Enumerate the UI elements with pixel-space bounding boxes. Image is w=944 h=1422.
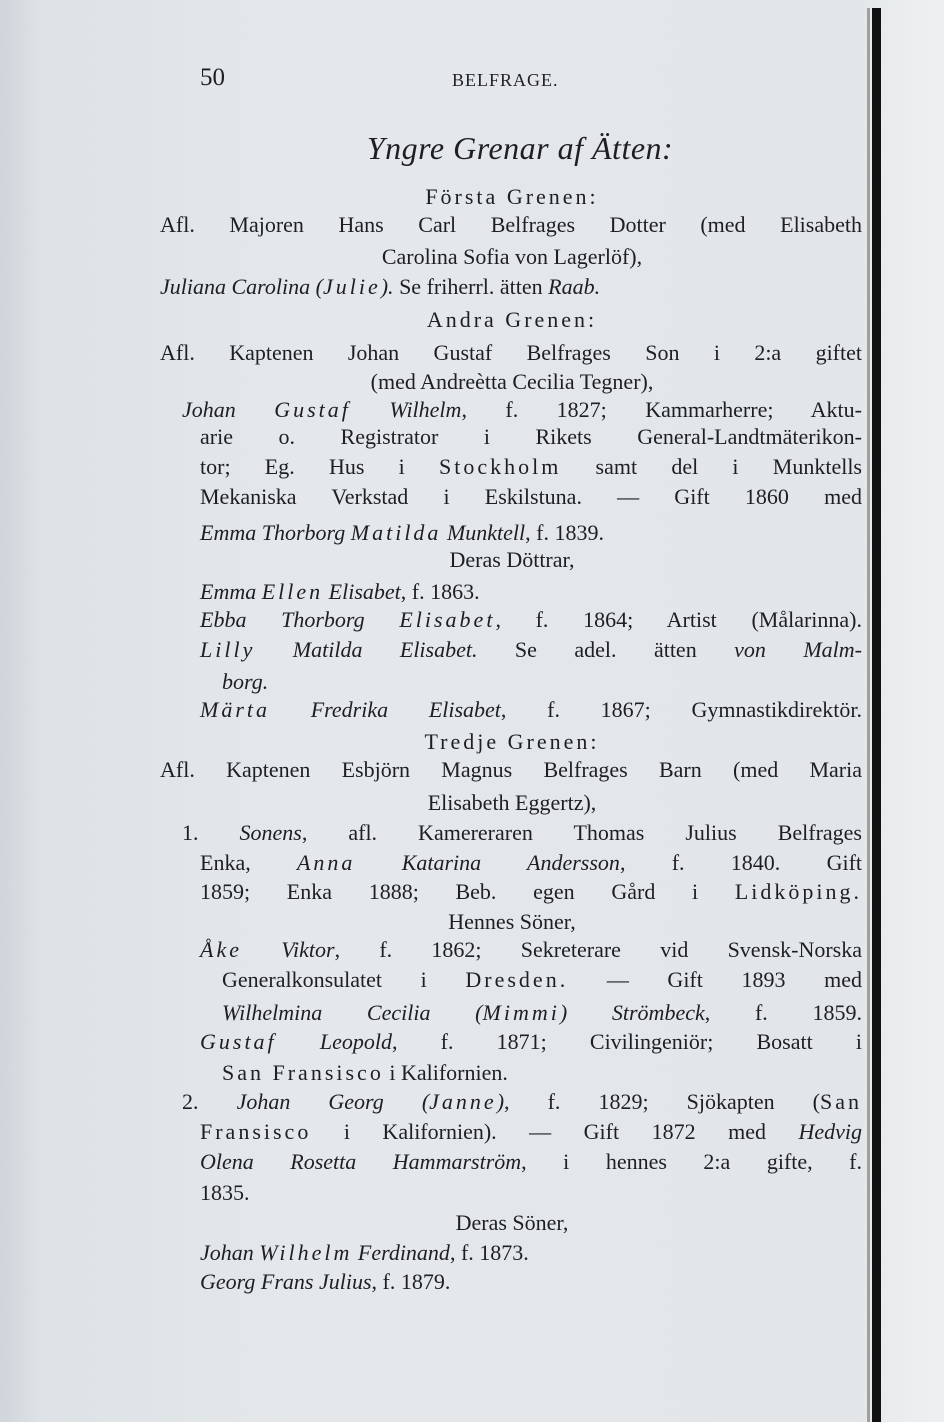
text-line <box>200 606 862 634</box>
italic-name-text: Hedvig <box>798 1119 862 1144</box>
text-run: , f. 1871; Civilingeniör; Bosatt i <box>391 1029 862 1054</box>
text-line <box>200 696 862 724</box>
text-line <box>162 1209 862 1237</box>
italic-name-text: Ebba Thorborg <box>200 607 400 632</box>
italic-name-text: Munktell <box>441 520 526 545</box>
text-run: Deras Döttrar, <box>449 547 575 572</box>
text-line <box>200 878 862 906</box>
text-line <box>200 1148 862 1176</box>
text-line <box>160 339 862 367</box>
text-line <box>162 183 862 211</box>
text-run: Se adel. ätten <box>477 637 735 662</box>
text-run: Dresden. <box>465 967 569 992</box>
italic-name-text: Wilhelm <box>259 1240 353 1265</box>
text-run: San <box>820 1089 862 1114</box>
italic-name-text: Emma Thorborg <box>200 520 351 545</box>
text-line <box>162 306 862 334</box>
italic-name-text: Mimmi <box>482 1000 560 1025</box>
italic-name-text: Katarina Andersson <box>355 850 620 875</box>
text-line <box>200 936 862 964</box>
text-run: i Kalifornien). — Gift 1872 med <box>311 1119 799 1144</box>
italic-name-text: Wilhelm <box>350 397 462 422</box>
text-line <box>162 789 862 817</box>
italic-name-text: Märta <box>200 697 270 722</box>
italic-name-text: borg. <box>222 669 269 694</box>
text-run: Afl. Kaptenen Johan Gustaf Belfrages Son i 2:a giftet <box>160 340 862 365</box>
italic-name-text: Julie <box>322 274 381 299</box>
text-run: Tredje Grenen: <box>424 729 600 754</box>
italic-name-text: Janne <box>429 1089 497 1114</box>
italic-name-text: Johan <box>182 397 275 422</box>
italic-name-text: Viktor <box>241 937 335 962</box>
italic-name-text: Anna <box>296 850 356 875</box>
text-line <box>200 519 604 547</box>
text-run: Fransisco <box>200 1119 312 1144</box>
text-run: arie o. Registrator i Rikets General-Landtmäterikon- <box>200 424 862 449</box>
text-run: 1. <box>182 820 240 845</box>
text-run: Se friherrl. ätten <box>393 274 549 299</box>
italic-name-text: Gustaf <box>274 397 351 422</box>
text-line <box>160 756 862 784</box>
text-line <box>222 966 862 994</box>
text-line <box>160 211 862 239</box>
italic-name-text: Wilhelmina Cecilia ( <box>222 1000 483 1025</box>
text-run: , f. 1873. <box>449 1240 529 1265</box>
italic-name-text: Sonens <box>239 820 302 845</box>
text-run: 1859; Enka 1888; Beb. egen Gård i <box>200 879 735 904</box>
text-line <box>182 819 862 847</box>
running-head: BELFRAGE. <box>452 70 559 90</box>
text-line <box>222 999 862 1027</box>
text-run: 1835. <box>200 1180 250 1205</box>
italic-name-text: Elisabet <box>323 579 401 604</box>
text-run: 2. <box>182 1089 237 1114</box>
italic-name-text: ) Strömbeck <box>559 1000 705 1025</box>
text-line <box>162 546 862 574</box>
text-line <box>162 243 862 271</box>
italic-name-text: Fredrika Elisabet <box>270 697 501 722</box>
text-run: samt del i Munktells <box>561 454 862 479</box>
italic-name-text: Gustaf <box>200 1029 277 1054</box>
text-run: , f. 1867; Gymnastikdirektör. <box>500 697 862 722</box>
italic-name-text: von Malm- <box>734 637 862 662</box>
text-line <box>200 636 862 664</box>
text-run: , i hennes 2:a gifte, f. <box>521 1149 862 1174</box>
italic-name-text: Raab. <box>548 274 601 299</box>
text-run: , f. 1839. <box>525 520 604 545</box>
page-number: 50 <box>200 64 225 91</box>
text-run: Första Grenen: <box>425 184 599 209</box>
text-line <box>200 453 862 481</box>
italic-name-text: Matilda Elisabet. <box>255 637 478 662</box>
text-line <box>200 849 862 877</box>
text-run: Enka, <box>200 850 297 875</box>
italic-name-text: Ferdinand <box>352 1240 450 1265</box>
text-line <box>222 668 268 696</box>
italic-name-text: Lilly <box>200 637 256 662</box>
text-line <box>200 1118 862 1146</box>
text-run: Andra Grenen: <box>426 307 598 332</box>
text-line <box>200 1179 250 1207</box>
text-line <box>200 483 862 511</box>
italic-name-text: Matilda <box>350 520 442 545</box>
italic-name-text: Georg Frans Julius <box>200 1269 372 1294</box>
italic-name-text: Johan Georg ( <box>236 1089 430 1114</box>
text-run: i Kalifornien. <box>383 1060 508 1085</box>
italic-name-text: Leopold <box>276 1029 392 1054</box>
text-run: Generalkonsulatet i <box>222 967 466 992</box>
text-run: Lidköping. <box>734 879 862 904</box>
text-line <box>200 423 862 451</box>
text-run: Hennes Söner, <box>448 909 576 934</box>
page-gutter-shadow <box>867 8 870 1422</box>
text-run: Afl. Kaptenen Esbjörn Magnus Belfrages Barn (med Maria <box>160 757 862 782</box>
italic-name-text: Elisabet <box>399 607 496 632</box>
text-line <box>200 1239 529 1267</box>
italic-name-text: ). <box>380 274 394 299</box>
text-line <box>200 1268 450 1296</box>
section-title: Yngre Grenar af Ätten: <box>366 130 674 166</box>
text-line <box>162 728 862 756</box>
text-line <box>182 1088 862 1116</box>
text-run: Mekaniska Verkstad i Eskilstuna. — Gift 1860 med <box>200 484 862 509</box>
text-run: , f. 1863. <box>400 579 480 604</box>
italic-name-text: Juliana Carolina ( <box>160 274 323 299</box>
page-edge <box>872 8 881 1422</box>
text-line <box>182 396 862 424</box>
italic-name-text: Johan <box>200 1240 260 1265</box>
text-line <box>200 1028 862 1056</box>
text-line <box>160 273 600 301</box>
italic-name-text: Ellen <box>261 579 324 604</box>
text-run: , f. 1862; Sekreterare vid Svensk-Norska <box>334 937 862 962</box>
text-run: San Fransisco <box>222 1060 384 1085</box>
text-run: Elisabeth Eggertz), <box>427 790 597 815</box>
text-run: — Gift 1893 med <box>568 967 862 992</box>
text-run: tor; Eg. Hus i <box>200 454 439 479</box>
italic-name-text: Olena Rosetta Hammarström <box>200 1149 522 1174</box>
text-run: , f. 1829; Sjökapten ( <box>504 1089 820 1114</box>
text-run: , f. 1879. <box>371 1269 451 1294</box>
text-run: Stockholm <box>438 454 562 479</box>
text-line <box>162 908 862 936</box>
italic-name-text: Emma <box>200 579 262 604</box>
text-run: , f. 1859. <box>704 1000 863 1025</box>
text-run: , f. 1827; Kammarherre; Aktu- <box>461 397 862 422</box>
text-line <box>222 1059 508 1087</box>
italic-name-text: ) <box>496 1089 505 1114</box>
text-line <box>200 578 480 606</box>
text-run: , afl. Kamereraren Thomas Julius Belfrages <box>301 820 862 845</box>
text-run: , f. 1864; Artist (Målarinna). <box>495 607 862 632</box>
text-run: , f. 1840. Gift <box>619 850 863 875</box>
text-run: Carolina Sofia von Lagerlöf), <box>381 244 643 269</box>
text-run: (med Andreètta Cecilia Tegner), <box>370 369 654 394</box>
italic-name-text: Åke <box>200 937 242 962</box>
text-line <box>162 368 862 396</box>
text-run: Afl. Majoren Hans Carl Belfrages Dotter (med Elisabeth <box>160 212 862 237</box>
text-run: Deras Söner, <box>455 1210 569 1235</box>
